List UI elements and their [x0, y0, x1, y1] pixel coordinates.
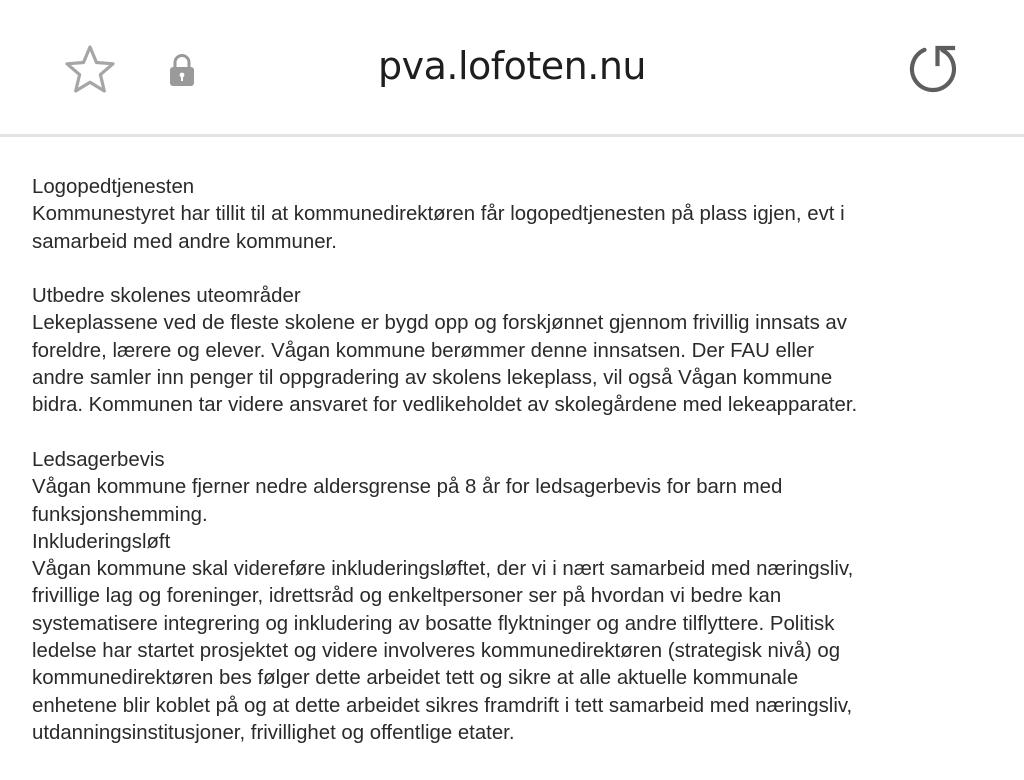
section-inkluderingsloft [32, 529, 1022, 747]
section-heading: Inkluderingsløft [32, 530, 171, 553]
reload-button[interactable] [904, 40, 962, 98]
section-body: Lekeplassene ved de fleste skolene er bygd opp og forskjønnet gjennom frivillig innsats av foreldre, lærere og elever. Vågan kommune berømmer denne innsatsen. Der FAU eller andre samler inn penger til oppgradering av skolens lekeplass, vil også Vågan kommune bidra. Kommunen tar videre ansvaret for vedlikeholdet av skolegårdene med lekeapparater. [32, 312, 858, 417]
section-logopedtjenesten [32, 174, 1022, 256]
bookmark-button[interactable] [62, 42, 118, 98]
section-uteomrader [32, 283, 1022, 419]
section-body: Kommunestyret har tillit til at kommunedirektøren får logopedtjenesten på plass igjen, evt i samarbeid med andre kommuner. [32, 203, 845, 253]
lock-icon [166, 52, 198, 88]
reload-icon [904, 40, 962, 98]
section-body: Vågan kommune fjerner nedre aldersgrense på 8 år for ledsagerbevis for barn med funksjonshemming. [32, 476, 783, 526]
section-heading: Ledsagerbevis [32, 448, 165, 471]
browser-toolbar [0, 0, 1024, 137]
star-icon [62, 42, 118, 98]
page-content [32, 174, 1022, 747]
address-bar-url[interactable]: pva.lofoten.nu [377, 44, 647, 88]
section-ledsagerbevis [32, 447, 1022, 529]
section-heading: Utbedre skolenes uteområder [32, 285, 301, 308]
section-heading: Logopedtjenesten [32, 176, 195, 198]
section-body: Vågan kommune skal videreføre inkluderingsløftet, der vi i nært samarbeid med næringsliv, frivillige lag og foreninger, idrettsråd og enkeltpersoner ser på hvordan vi bedre kan systematisere integrering og inkludering av bosatte flyktninger og andre tilflyttere. Politisk ledelse har startet prosjektet og videre involveres kommunedirektøren (strategisk nivå) og kommunedirektøren bes følger dette arbeidet tett og sikre at alle aktuelle kommunale enhetene blir koblet på og at dette arbeidet sikres framdrift i tett samarbeid med næringsliv, utdanningsinstitusjoner, frivillighet og offentlige etater. [32, 558, 854, 744]
